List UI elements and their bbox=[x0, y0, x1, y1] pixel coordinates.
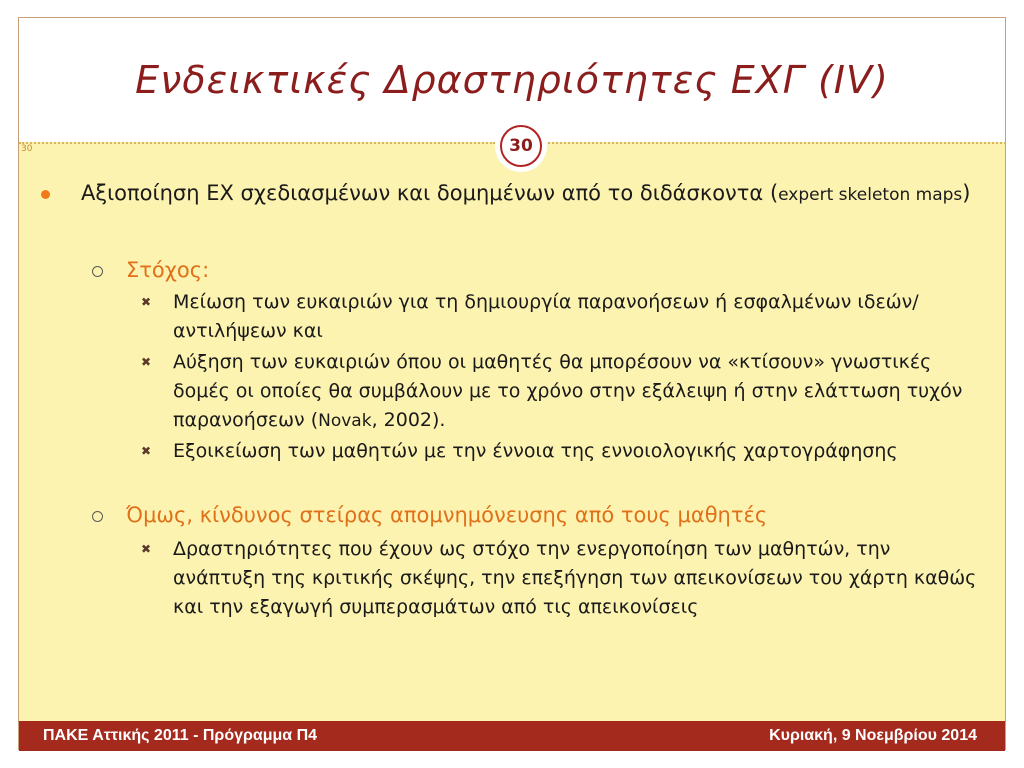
page-number-badge bbox=[500, 125, 542, 167]
slide-frame bbox=[18, 17, 1006, 750]
goal-point-3: Εξοικείωση των μαθητών με την έννοια της εννοιολογικής χαρτογράφησης bbox=[173, 440, 898, 462]
goal-point-1: Μείωση των ευκαιριών για τη δημιουργία παρανοήσεων ή εσφαλμένων ιδεών/αντιλήψεων και bbox=[173, 291, 919, 342]
goal-point-2: Αύξηση των ευκαιριών όπου οι μαθητές θα μπορέσουν να «κτίσουν» γνωστικές δομές οι οποίες θα συμβάλουν με το χρόνο στην εξάλειψη ή στην ελάττωση τυχόν παρανοήσεων ( bbox=[173, 351, 963, 431]
orange-dot-icon bbox=[41, 190, 50, 199]
list-item-risk bbox=[126, 500, 986, 531]
item1-text: Αξιοποίηση ΕΧ σχεδιασμένων και δομημένων από το διδάσκοντα ( bbox=[81, 181, 779, 205]
risk-label: Όμως, κίνδυνος στείρας απομνημόνευσης από τους μαθητές bbox=[126, 503, 768, 527]
list-item-level1 bbox=[81, 178, 991, 211]
ring-icon bbox=[92, 511, 103, 522]
slide-footer bbox=[19, 721, 1005, 751]
list-item-goal-point bbox=[141, 288, 983, 346]
cross-x-icon: ✖ bbox=[141, 542, 152, 556]
corner-mark: 30 bbox=[21, 144, 33, 154]
divider-right bbox=[531, 142, 1006, 144]
list-item-goal-point bbox=[141, 348, 983, 436]
footer-date: Κυριακή, 9 Νοεμβρίου 2014 bbox=[769, 727, 977, 744]
risk-point-1: Δραστηριότητες που έχουν ως στόχο την ενεργοποίηση των μαθητών, την ανάπτυξη της κριτικής σκέψης, την επεξήγηση των απεικονίσεων του χάρτη καθώς και την εξαγωγή συμπερασμάτων από τις απεικονίσεις bbox=[173, 538, 977, 618]
goal-point-2-small: Novak bbox=[318, 411, 372, 431]
item1-small-text: expert skeleton maps bbox=[778, 185, 963, 205]
goal-point-2-end: , 2002). bbox=[371, 409, 446, 431]
list-item-risk-point bbox=[141, 535, 983, 622]
list-item-goal bbox=[126, 255, 986, 286]
cross-x-icon: ✖ bbox=[141, 295, 152, 309]
footer-left: ΠΑΚΕ Αττικής 2011 - Πρόγραμμα Π4 bbox=[43, 727, 318, 744]
item1-end: ) bbox=[962, 181, 971, 205]
divider-left bbox=[19, 142, 495, 144]
list-item-goal-point bbox=[141, 437, 983, 466]
slide-title: Ενδεικτικές Δραστηριότητες ΕΧΓ (IV) bbox=[135, 58, 889, 102]
cross-x-icon: ✖ bbox=[141, 355, 152, 369]
ring-icon bbox=[92, 266, 103, 277]
page-number: 30 bbox=[509, 136, 533, 156]
cross-x-icon: ✖ bbox=[141, 444, 152, 458]
goal-label: Στόχος: bbox=[126, 258, 210, 282]
